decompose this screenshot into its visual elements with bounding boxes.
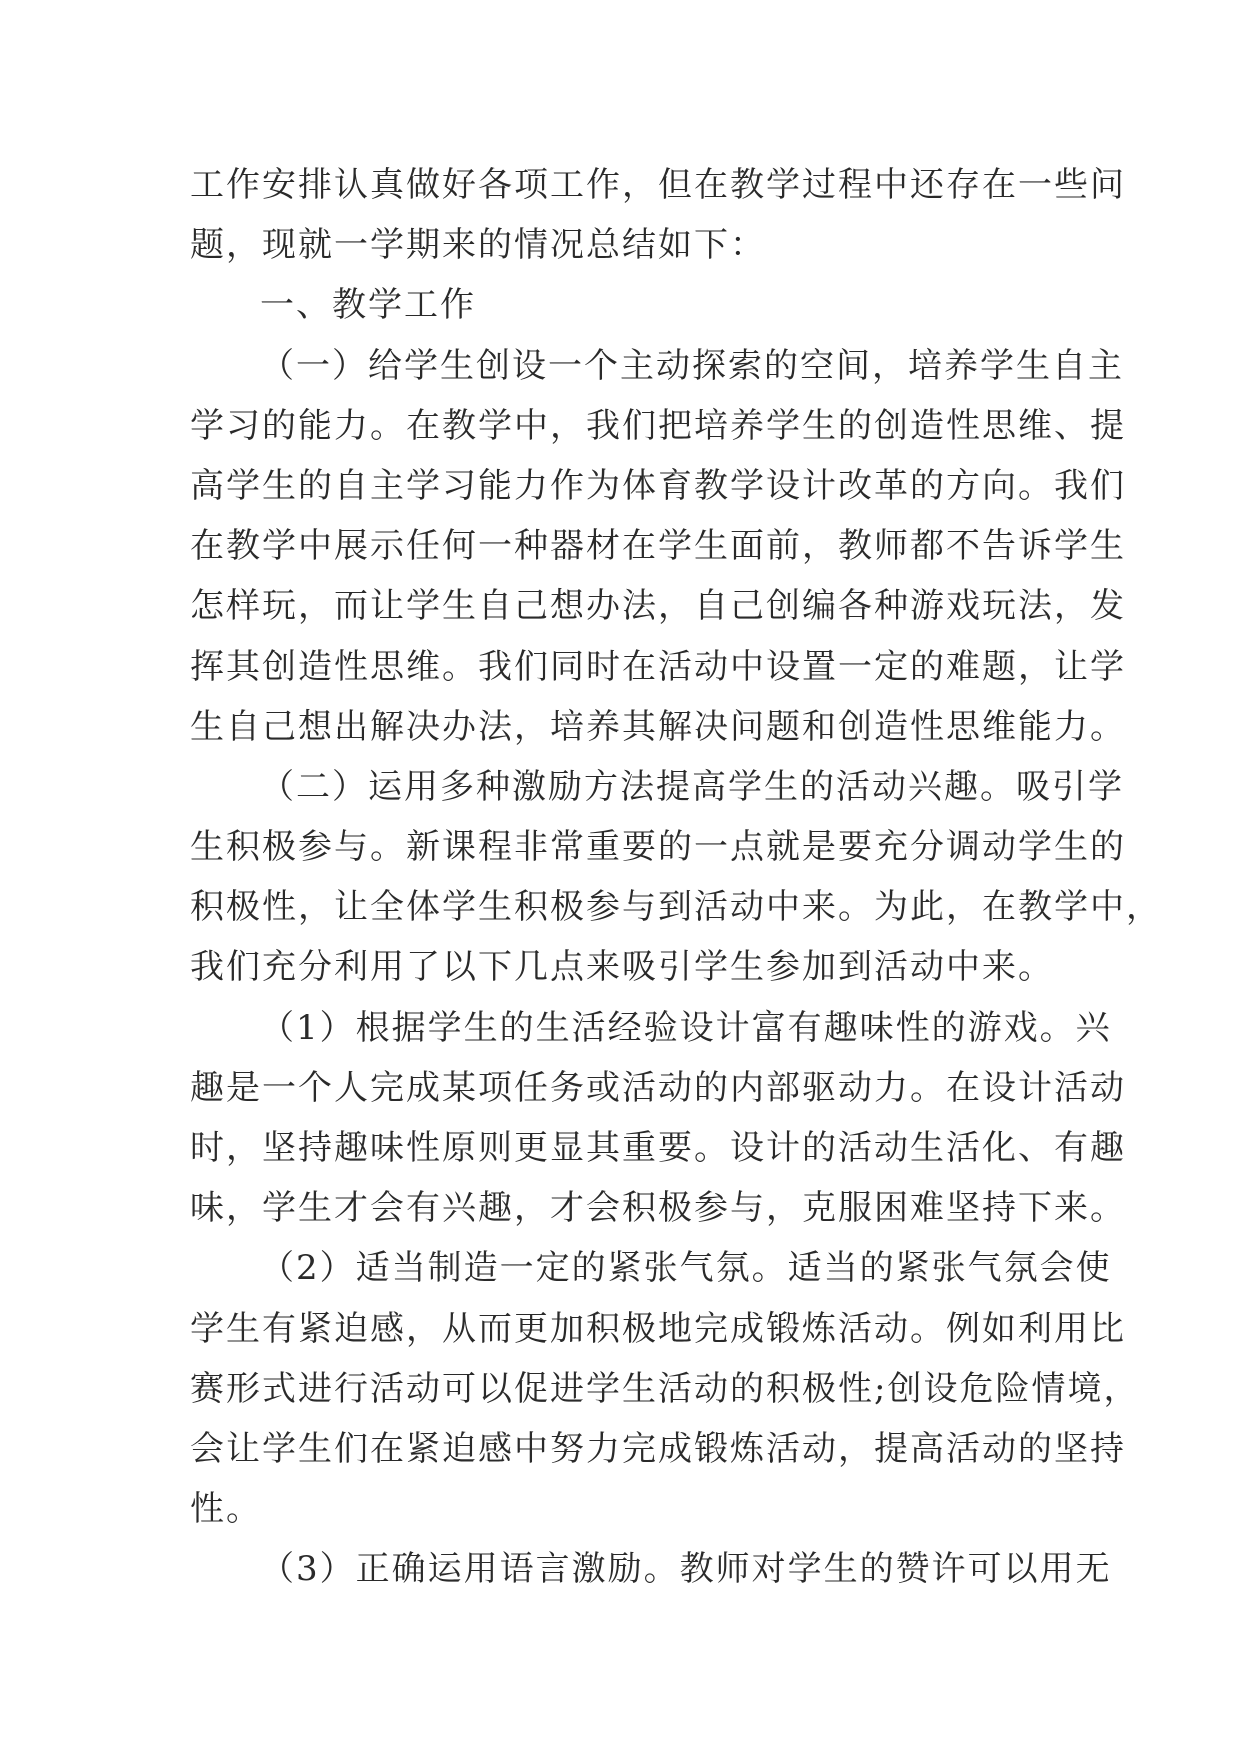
text-line: 积极性，让全体学生积极参与到活动中来。为此，在教学中， xyxy=(190,887,1162,928)
text-line: 学生有紧迫感，从而更加积极地完成锻炼活动。例如利用比 xyxy=(190,1308,1126,1349)
text-line: 时，坚持趣味性原则更显其重要。设计的活动生活化、有趣 xyxy=(190,1128,1126,1168)
text-line: 我们充分利用了以下几点来吸引学生参加到活动中来。 xyxy=(190,947,1054,988)
text-line: 味，学生才会有兴趣，才会积极参与，克服困难坚持下来。 xyxy=(190,1188,1126,1229)
text-line: 在教学中展示任何一种器材在学生面前，教师都不告诉学生 xyxy=(190,526,1126,567)
text-line: 高学生的自主学习能力作为体育教学设计改革的方向。我们 xyxy=(190,465,1126,506)
text-line: 题，现就一学期来的情况总结如下： xyxy=(190,225,766,266)
text-line: 学习的能力。在教学中，我们把培养学生的创造性思维、提 xyxy=(190,405,1126,446)
paragraph-start-line: （3）正确运用语言激励。教师对学生的赞许可以用无 xyxy=(260,1549,1112,1590)
paragraph-start-line: （一）给学生创设一个主动探索的空间，培养学生自主 xyxy=(260,345,1124,386)
text-line: 挥其创造性思维。我们同时在活动中设置一定的难题，让学 xyxy=(190,646,1126,687)
paragraph-start-line: （1）根据学生的生活经验设计富有趣味性的游戏。兴 xyxy=(260,1007,1112,1048)
section-heading: 一、教学工作 xyxy=(260,285,476,326)
paragraph-start-line: （二）运用多种激励方法提高学生的活动兴趣。吸引学 xyxy=(260,766,1124,807)
text-line: 生自己想出解决办法，培养其解决问题和创造性思维能力。 xyxy=(190,706,1126,747)
text-line: 赛形式进行活动可以促进学生活动的积极性;创设危险情境， xyxy=(190,1368,1140,1409)
text-line: 性。 xyxy=(190,1489,262,1530)
document-body xyxy=(190,155,1162,1600)
paragraph-start-line: （2）适当制造一定的紧张气氛。适当的紧张气氛会使 xyxy=(260,1248,1112,1289)
text-line: 趣是一个人完成某项任务或活动的内部驱动力。在设计活动 xyxy=(190,1067,1126,1108)
text-line: 会让学生们在紧迫感中努力完成锻炼活动，提高活动的坚持 xyxy=(190,1428,1126,1469)
text-line: 怎样玩，而让学生自己想办法，自己创编各种游戏玩法，发 xyxy=(190,586,1126,627)
text-line: 生积极参与。新课程非常重要的一点就是要充分调动学生的 xyxy=(190,827,1126,868)
text-line: 工作安排认真做好各项工作，但在教学过程中还存在一些问 xyxy=(190,165,1126,205)
